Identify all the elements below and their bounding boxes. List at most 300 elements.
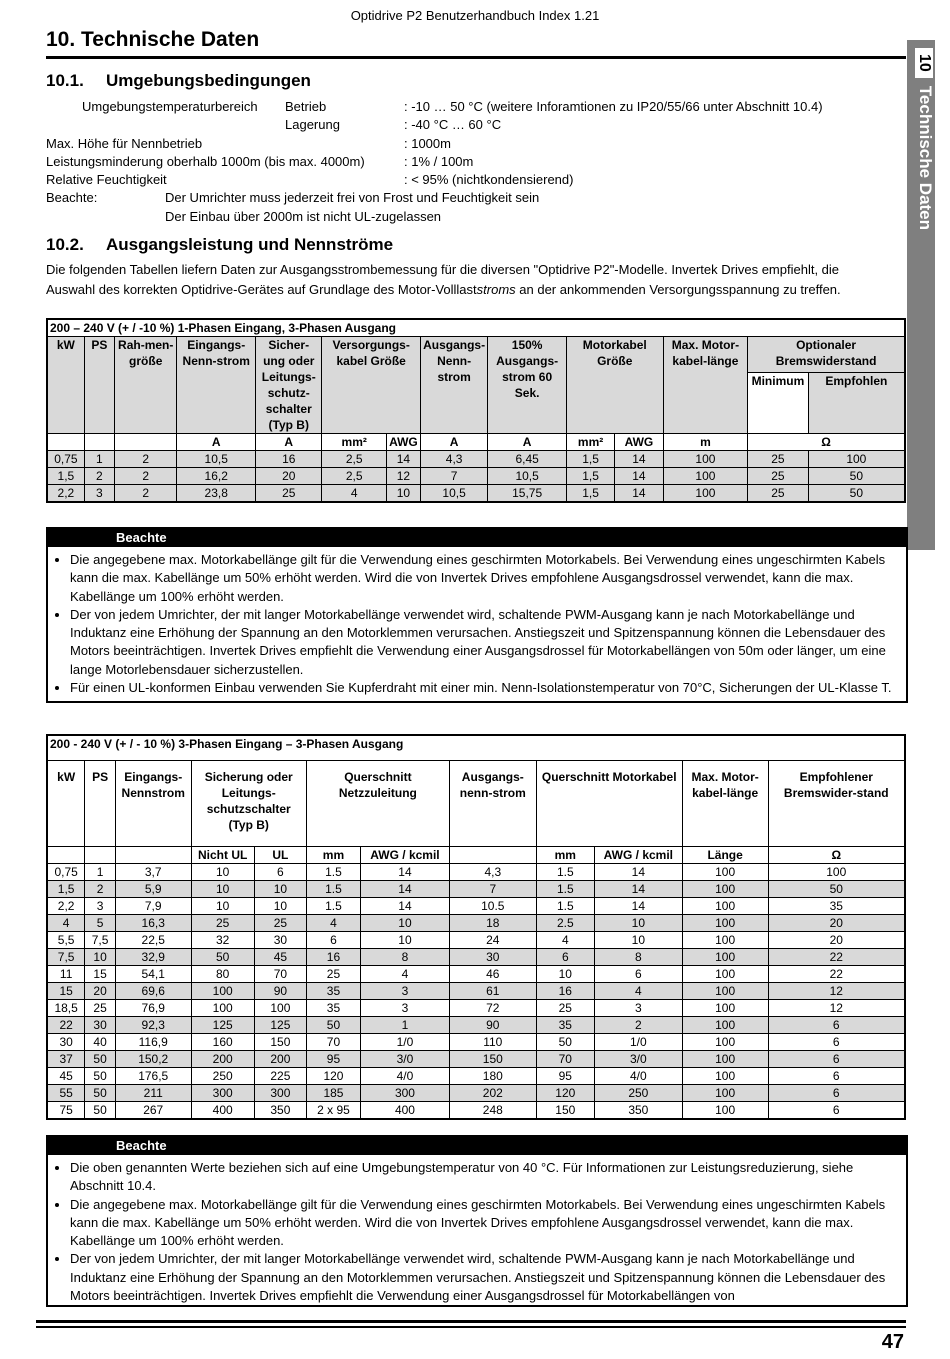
column-header: PS	[85, 761, 116, 847]
table-cell: 55	[47, 1085, 85, 1102]
table-cell: 6	[768, 1068, 905, 1085]
table-cell: 16	[306, 949, 360, 966]
chapter-side-tab	[907, 40, 935, 550]
table-cell: 12	[768, 983, 905, 1000]
table-cell: 14	[361, 864, 450, 881]
table-cell: 3	[361, 1000, 450, 1017]
table-cell: 1/0	[594, 1034, 682, 1051]
unit-cell: AWG	[615, 434, 663, 451]
column-header: Eingangs-Nennstrom	[115, 761, 191, 847]
table-cell: 20	[85, 983, 116, 1000]
column-header: Empfohlen	[808, 372, 905, 433]
column-header: Eingangs-Nenn-strom	[177, 337, 256, 434]
table-cell: 3/0	[594, 1051, 682, 1068]
table-cell: 1.5	[306, 898, 360, 915]
table-cell: 35	[536, 1017, 594, 1034]
table-cell: 3	[361, 983, 450, 1000]
table-cell: 6,45	[488, 451, 567, 468]
table-cell: 1,5	[566, 468, 614, 485]
table-row	[47, 1000, 905, 1017]
table-cell: 20	[768, 932, 905, 949]
table-cell: 100	[191, 1000, 254, 1017]
table-header-row	[47, 337, 905, 373]
env-row	[46, 135, 906, 153]
table-cell: 250	[191, 1068, 254, 1085]
table-cell: 25	[748, 451, 808, 468]
table-3-phase	[46, 734, 906, 1120]
table-cell: 4/0	[361, 1068, 450, 1085]
unit-cell: mm²	[566, 434, 614, 451]
table-cell: 100	[682, 983, 768, 1000]
table-cell: 20	[768, 915, 905, 932]
table-cell: 20	[256, 468, 322, 485]
table-cell: 8	[361, 949, 450, 966]
section-number: 10.2.	[46, 235, 84, 254]
table-cell: 10	[361, 915, 450, 932]
table-cell: 150	[449, 1051, 536, 1068]
table-cell: 75	[47, 1102, 85, 1120]
table-cell: 46	[449, 966, 536, 983]
unit-cell	[47, 847, 85, 864]
table-cell: 45	[47, 1068, 85, 1085]
side-tab-label: Technische Daten	[916, 85, 935, 231]
table-cell: 225	[254, 1068, 306, 1085]
unit-cell: mm	[536, 847, 594, 864]
table-cell: 5	[85, 915, 116, 932]
table-cell: 24	[449, 932, 536, 949]
table-cell: 3	[594, 1000, 682, 1017]
table-cell: 7,5	[85, 932, 116, 949]
table-cell: 2	[85, 881, 116, 898]
running-header: Optidrive P2 Benutzerhandbuch Index 1.21	[350, 8, 600, 23]
table-cell: 350	[594, 1102, 682, 1120]
table-row	[47, 915, 905, 932]
table-cell: 2 x 95	[306, 1102, 360, 1120]
environment-conditions	[46, 98, 906, 226]
table-cell: 6	[536, 949, 594, 966]
intro-line	[46, 280, 906, 300]
table-cell: 7	[420, 468, 488, 485]
table-cell: 100	[682, 1085, 768, 1102]
section-heading-10-2	[46, 235, 393, 255]
table-cell: 10	[594, 915, 682, 932]
table-cell: 7,5	[47, 949, 85, 966]
table-cell: 116,9	[115, 1034, 191, 1051]
table-row	[47, 898, 905, 915]
env-sublabel: Betrieb	[285, 99, 327, 114]
env-row	[46, 171, 906, 189]
table-cell: 6	[254, 864, 306, 881]
table-cell: 10	[254, 881, 306, 898]
table-cell: 1,5	[566, 451, 614, 468]
table-cell: 14	[615, 468, 663, 485]
note-title: Beachte	[48, 529, 906, 547]
beachte-label: Beachte:	[46, 190, 98, 206]
table-cell: 25	[256, 485, 322, 503]
table-cell: 10	[536, 966, 594, 983]
column-header: kW	[47, 761, 85, 847]
table-cell: 100	[254, 1000, 306, 1017]
env-row	[46, 98, 906, 116]
table-cell: 3/0	[361, 1051, 450, 1068]
intro-paragraph	[46, 260, 906, 300]
table-cell: 4	[361, 966, 450, 983]
table-cell: 2,2	[47, 898, 85, 915]
table-cell: 32	[191, 932, 254, 949]
beachte-line: Der Einbau über 2000m ist nicht UL-zugelassen	[165, 208, 442, 224]
table-cell: 100	[808, 451, 905, 468]
table-cell: 100	[663, 468, 748, 485]
table-cell: 22	[47, 1017, 85, 1034]
table-row	[47, 1068, 905, 1085]
table-cell: 35	[768, 898, 905, 915]
table-cell: 267	[115, 1102, 191, 1120]
table-cell: 92,3	[115, 1017, 191, 1034]
table-cell: 4,3	[420, 451, 488, 468]
table-1-phase	[46, 318, 906, 503]
table-cell: 16	[256, 451, 322, 468]
table-cell: 100	[682, 1102, 768, 1120]
table-cell: 3	[84, 485, 114, 503]
table-cell: 69,6	[115, 983, 191, 1000]
env-value: : -10 … 50 °C (weitere Inforamtionen zu IP20/55/66 unter Abschnitt 10.4)	[404, 99, 823, 114]
chapter-title: 10. Technische Daten	[46, 28, 260, 51]
unit-cell: AWG / kcmil	[594, 847, 682, 864]
table-cell: 50	[85, 1051, 116, 1068]
table-cell: 25	[748, 468, 808, 485]
unit-cell: Ω	[748, 434, 905, 451]
table-cell: 95	[306, 1051, 360, 1068]
table-cell: 100	[682, 1034, 768, 1051]
table-cell: 1,5	[47, 468, 84, 485]
table-cell: 1,5	[47, 881, 85, 898]
section-number: 10.1.	[46, 71, 84, 90]
table-cell: 16,3	[115, 915, 191, 932]
note-list	[48, 1159, 906, 1305]
table-cell: 6	[768, 1085, 905, 1102]
column-header: kW	[47, 337, 84, 434]
table-cell: 300	[191, 1085, 254, 1102]
table-cell: 100	[682, 898, 768, 915]
table-cell: 16	[536, 983, 594, 1000]
table-cell: 32,9	[115, 949, 191, 966]
unit-cell: A	[256, 434, 322, 451]
table-cell: 100	[682, 932, 768, 949]
note-list	[48, 551, 906, 697]
table-row	[47, 949, 905, 966]
table-cell: 11	[47, 966, 85, 983]
unit-cell	[85, 847, 116, 864]
table-cell: 18,5	[47, 1000, 85, 1017]
env-label: Relative Feuchtigkeit	[46, 172, 167, 188]
table-cell: 2	[114, 485, 176, 503]
table-cell: 1.5	[306, 864, 360, 881]
env-row	[46, 189, 906, 207]
table-cell: 6	[768, 1017, 905, 1034]
table-cell: 50	[306, 1017, 360, 1034]
table-row	[47, 864, 905, 881]
section-title: Umgebungsbedingungen	[106, 71, 311, 90]
column-header: Querschnitt Netzzuleitung	[306, 761, 449, 847]
table-cell: 72	[449, 1000, 536, 1017]
table-cell: 1,5	[566, 485, 614, 503]
column-header: Minimum	[748, 372, 808, 433]
table-cell: 2,2	[47, 485, 84, 503]
table-cell: 10	[191, 864, 254, 881]
env-value: : 1% / 100m	[404, 153, 474, 169]
table-cell: 4	[322, 485, 386, 503]
table-cell: 10.5	[449, 898, 536, 915]
note-title: Beachte	[48, 1137, 906, 1155]
beachte-line: Der Umrichter muss jederzeit frei von Frost und Feuchtigkeit sein	[165, 190, 540, 206]
note-item: • Für einen UL-konformen Einbau verwenden Sie Kupferdraht mit einer min. Nenn-Isolationstemperatur von 70°C, Sicherungen der UL-Klasse T.	[70, 679, 906, 697]
table-cell: 202	[449, 1085, 536, 1102]
column-header: Max. Motor-kabel-länge	[663, 337, 748, 434]
column-header: Querschnitt Motorkabel	[536, 761, 682, 847]
table-cell: 70	[536, 1051, 594, 1068]
table-cell: 4	[594, 983, 682, 1000]
table-cell: 100	[682, 1000, 768, 1017]
note-item: • Die angegebene max. Motorkabellänge gilt für die Verwendung eines geschirmten Motorkabels. Bei Verwendung eines ungeschirmten Kabels kann die max. Kabellänge um 50% erhöht werden. Wird die von Invertek Drives empfohlene Ausgangsdrossel verwendet, kann die max. Kabellänge um 100% erhöht werden.	[70, 1196, 906, 1251]
table-cell: 25	[748, 485, 808, 503]
table-cell: 10	[594, 932, 682, 949]
table-cell: 125	[191, 1017, 254, 1034]
table-cell: 100	[663, 451, 748, 468]
table-cell: 1.5	[536, 881, 594, 898]
table-cell: 100	[682, 864, 768, 881]
unit-cell	[449, 847, 536, 864]
table-cell: 400	[361, 1102, 450, 1120]
table-cell: 12	[768, 1000, 905, 1017]
table-row	[47, 451, 905, 468]
table-cell: 14	[594, 864, 682, 881]
table-cell: 14	[594, 881, 682, 898]
table-cell: 30	[449, 949, 536, 966]
column-header: Rah-men-größe	[114, 337, 176, 434]
table-cell: 50	[191, 949, 254, 966]
table-cell: 54,1	[115, 966, 191, 983]
table-cell: 1.5	[306, 881, 360, 898]
table-title: 200 – 240 V (+ / -10 %) 1-Phasen Eingang, 3-Phasen Ausgang	[47, 319, 905, 337]
section-heading-10-1	[46, 71, 311, 91]
table-cell: 15	[85, 966, 116, 983]
section-title: Ausgangsleistung und Nennströme	[106, 235, 394, 254]
table-cell: 50	[85, 1085, 116, 1102]
intro-italic: stroms	[476, 282, 516, 297]
table-cell: 70	[254, 966, 306, 983]
unit-cell: A	[420, 434, 488, 451]
table-cell: 0,75	[47, 864, 85, 881]
table-row	[47, 1051, 905, 1068]
table-cell: 200	[254, 1051, 306, 1068]
env-row	[46, 208, 906, 226]
table-cell: 4/0	[594, 1068, 682, 1085]
table-cell: 100	[682, 1051, 768, 1068]
table-cell: 14	[361, 881, 450, 898]
table-cell: 90	[254, 983, 306, 1000]
table-cell: 150	[254, 1034, 306, 1051]
table-cell: 6	[306, 932, 360, 949]
env-row	[46, 116, 906, 134]
table-cell: 1	[85, 864, 116, 881]
table-cell: 2	[114, 451, 176, 468]
table-cell: 4	[47, 915, 85, 932]
table-cell: 50	[808, 485, 905, 503]
env-sublabel: Lagerung	[285, 117, 340, 133]
table-cell: 30	[85, 1017, 116, 1034]
table-cell: 25	[536, 1000, 594, 1017]
table-cell: 6	[768, 1051, 905, 1068]
table-cell: 30	[254, 932, 306, 949]
unit-cell: AWG	[386, 434, 420, 451]
table-row	[47, 932, 905, 949]
unit-cell	[84, 434, 114, 451]
unit-cell: A	[177, 434, 256, 451]
table-cell: 14	[594, 898, 682, 915]
table-cell: 45	[254, 949, 306, 966]
note-item: • Der von jedem Umrichter, der mit langer Motorkabellänge verwendet wird, schaltende PWM-Ausgang kann je nach Motorkabellänge und Induktanz eine Erhöhung der Spannung an den Motorklemmen verursachen. Anstiegszeit und Spitzenspannung können die Lebensdauer des Motors beeinträchtigen. Invertek Drives empfiehlt die Verwendung einer Ausgangsdrossel für Motorkabellängen von	[70, 1250, 906, 1305]
note-box-2	[46, 1135, 908, 1307]
table-cell: 10	[361, 932, 450, 949]
table-cell: 6	[594, 966, 682, 983]
table-row	[47, 1017, 905, 1034]
table-cell: 250	[594, 1085, 682, 1102]
table-cell: 4,3	[449, 864, 536, 881]
table-cell: 76,9	[115, 1000, 191, 1017]
table-row	[47, 1034, 905, 1051]
table-cell: 176,5	[115, 1068, 191, 1085]
unit-cell: UL	[254, 847, 306, 864]
table-cell: 10	[386, 485, 420, 503]
table-cell: 16,2	[177, 468, 256, 485]
unit-cell: A	[488, 434, 567, 451]
table-cell: 4	[536, 932, 594, 949]
table-row	[47, 1085, 905, 1102]
table-cell: 100	[191, 983, 254, 1000]
table-cell: 2,5	[322, 468, 386, 485]
table-cell: 10	[191, 898, 254, 915]
table-cell: 50	[536, 1034, 594, 1051]
table-cell: 211	[115, 1085, 191, 1102]
table-row	[47, 485, 905, 503]
column-header: Empfohlener Bremswider-stand	[768, 761, 905, 847]
table-cell: 10	[254, 898, 306, 915]
table-cell: 1	[361, 1017, 450, 1034]
table-cell: 50	[808, 468, 905, 485]
table-cell: 1.5	[536, 898, 594, 915]
unit-cell: m	[663, 434, 748, 451]
table-cell: 10,5	[488, 468, 567, 485]
env-label: Max. Höhe für Nennbetrieb	[46, 135, 203, 151]
table-cell: 12	[386, 468, 420, 485]
unit-cell: Ω	[768, 847, 905, 864]
env-value: : < 95% (nichtkondensierend)	[404, 172, 574, 188]
table-cell: 120	[536, 1085, 594, 1102]
table-cell: 61	[449, 983, 536, 1000]
table-cell: 8	[594, 949, 682, 966]
table-cell: 2	[84, 468, 114, 485]
unit-cell	[47, 434, 84, 451]
table-cell: 15	[47, 983, 85, 1000]
table-cell: 95	[536, 1068, 594, 1085]
table-cell: 7,9	[115, 898, 191, 915]
table-cell: 100	[682, 915, 768, 932]
env-value: : -40 °C … 60 °C	[404, 117, 502, 133]
unit-cell: Nicht UL	[191, 847, 254, 864]
footer-rule	[36, 1326, 906, 1328]
unit-cell	[114, 434, 176, 451]
table-cell: 6	[768, 1102, 905, 1120]
table-cell: 25	[191, 915, 254, 932]
note-item: • Die angegebene max. Motorkabellänge gilt für die Verwendung eines geschirmten Motorkabels. Bei Verwendung eines ungeschirmten Kabels kann die max. Kabellänge um 50% erhöht werden. Wird die von Invertek Drives empfohlene Ausgangsdrossel verwendet, kann die max. Kabellänge um 100% erhöht werden.	[70, 551, 906, 606]
column-header: Sicherung oder Leitungs-schutzschalter (Typ B)	[191, 761, 306, 847]
table-cell: 180	[449, 1068, 536, 1085]
table-cell: 50	[85, 1068, 116, 1085]
table-cell: 10	[191, 881, 254, 898]
intro-line: Die folgenden Tabellen liefern Daten zur Ausgangsstrombemessung für die diversen "Optidrive P2"-Modelle. Invertek Drives empfiehlt, die	[46, 262, 840, 277]
table-cell: 150	[536, 1102, 594, 1120]
table-cell: 10	[85, 949, 116, 966]
table-row	[47, 1102, 905, 1120]
table-cell: 40	[85, 1034, 116, 1051]
table-cell: 80	[191, 966, 254, 983]
footer-rule	[36, 1320, 906, 1323]
column-header: Motorkabel Größe	[566, 337, 663, 434]
table-cell: 22,5	[115, 932, 191, 949]
table-cell: 100	[682, 881, 768, 898]
table-cell: 125	[254, 1017, 306, 1034]
column-header: Ausgangs-nenn-strom	[449, 761, 536, 847]
table-cell: 160	[191, 1034, 254, 1051]
table-cell: 37	[47, 1051, 85, 1068]
table-cell: 14	[615, 451, 663, 468]
table-cell: 90	[449, 1017, 536, 1034]
table-cell: 120	[306, 1068, 360, 1085]
unit-cell: Länge	[682, 847, 768, 864]
note-item: • Die oben genannten Werte beziehen sich auf eine Umgebungstemperatur von 40 °C. Für Informationen zur Leistungsreduzierung, siehe Abschnitt 10.4.	[70, 1159, 906, 1196]
env-label: Leistungsminderung oberhalb 1000m (bis max. 4000m)	[46, 153, 365, 169]
table-cell: 14	[386, 451, 420, 468]
table-cell: 10,5	[177, 451, 256, 468]
table-cell: 25	[85, 1000, 116, 1017]
table-cell: 100	[663, 485, 748, 503]
table-row	[47, 468, 905, 485]
table-cell: 14	[615, 485, 663, 503]
note-item: • Der von jedem Umrichter, der mit langer Motorkabellänge verwendet wird, schaltende PWM-Ausgang kann je nach Motorkabellänge und Induktanz eine Erhöhung der Spannung an den Motorklemmen verursachen. Anstiegszeit und Spitzenspannung können die Lebensdauer des Motors beeinträchtigen. Invertek Drives empfiehlt die Verwendung einer Ausgangsdrossel für Motorkabellängen von 50m oder länger, um eine lange Motorlebensdauer sicherzustellen.	[70, 606, 906, 679]
table-row	[47, 966, 905, 983]
table-header-row	[47, 761, 905, 847]
table-cell: 2,5	[322, 451, 386, 468]
table-cell: 70	[306, 1034, 360, 1051]
table-cell: 200	[191, 1051, 254, 1068]
table-cell: 100	[768, 864, 905, 881]
intro-text: Auswahl des korrekten Optidrive-Gerätes auf Grundlage des Motor-Volllast	[46, 282, 477, 297]
table-row	[47, 881, 905, 898]
table-cell: 15,75	[488, 485, 567, 503]
table-cell: 1/0	[361, 1034, 450, 1051]
unit-cell: mm²	[322, 434, 386, 451]
table-cell: 7	[449, 881, 536, 898]
table-cell: 23,8	[177, 485, 256, 503]
table-cell: 6	[768, 1034, 905, 1051]
column-header: Versorgungs-kabel Größe	[322, 337, 420, 434]
note-box-1	[46, 527, 908, 703]
table-cell: 22	[768, 949, 905, 966]
column-header: 150% Ausgangs-strom 60 Sek.	[488, 337, 567, 434]
table-cell: 110	[449, 1034, 536, 1051]
table-cell: 50	[85, 1102, 116, 1120]
table-cell: 50	[768, 881, 905, 898]
